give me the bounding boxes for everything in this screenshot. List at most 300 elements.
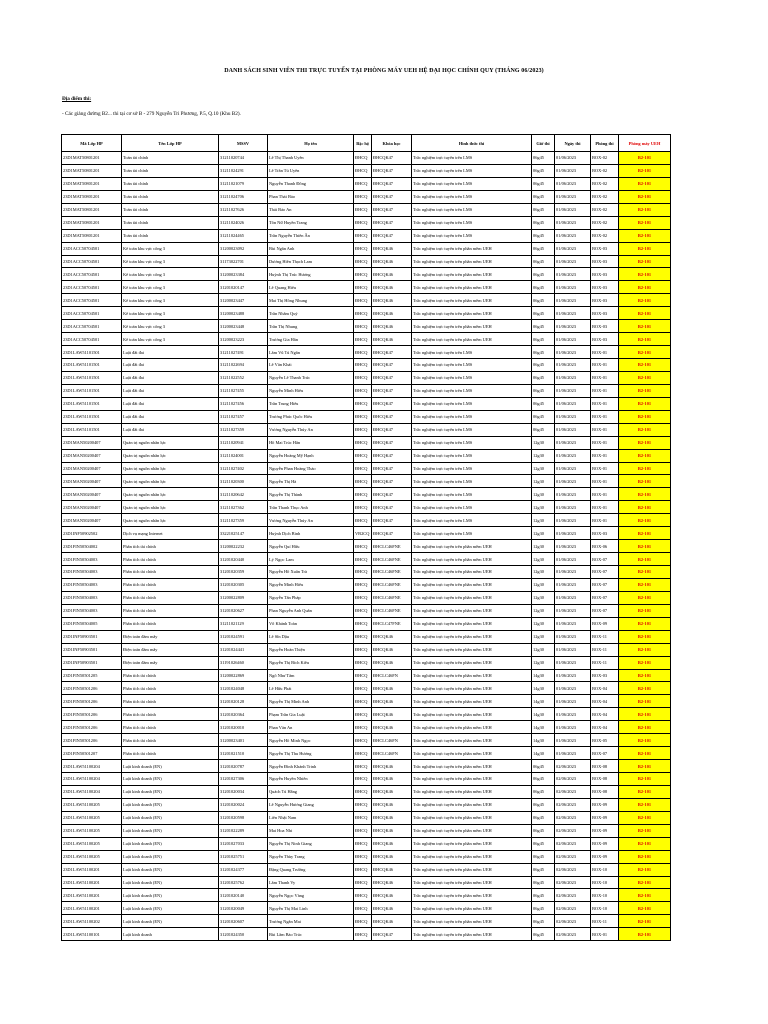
cell-student-id: 31200023488 [219, 307, 268, 320]
cell-student-id: 31211027455 [219, 384, 268, 397]
cell-cohort: ĐHCQK46 [372, 850, 412, 863]
cell-exam-date: 01/06/2023 [555, 216, 591, 229]
cell-exam-format: Trắc nghiệm trực tuyến trên LMS [412, 488, 532, 501]
cell-exam-date: 01/06/2023 [555, 307, 591, 320]
cell-exam-room: BOX-08 [591, 760, 619, 773]
cell-student-id: 31201022289 [219, 824, 268, 837]
cell-ueh-lab: B2-101 [619, 837, 671, 850]
cell-ueh-lab: B2-101 [619, 889, 671, 902]
cell-class-name: Kế toán khu vực công 3 [122, 242, 219, 255]
cell-exam-time: 12g30 [532, 436, 555, 449]
cell-exam-format: Trắc nghiệm trực tuyến trên LMS [412, 359, 532, 372]
cell-student-id: 31201020440 [219, 553, 268, 566]
cell-class-name: Phân tích tài chính [122, 540, 219, 553]
cell-exam-date: 02/06/2023 [555, 811, 591, 824]
cell-student-id: 31201025751 [219, 850, 268, 863]
cell-class-code: 23D1FIN50501206 [62, 695, 122, 708]
cell-ueh-lab: B2-101 [619, 436, 671, 449]
cell-exam-room: BOX-02 [591, 190, 619, 203]
cell-full-name: Trần Nhâm Quý [268, 307, 354, 320]
cell-class-name: Quản trị nguồn nhân lực [122, 501, 219, 514]
cell-class-code: 23D1LAW51100205 [62, 811, 122, 824]
cell-ueh-lab: B2-101 [619, 669, 671, 682]
cell-exam-time: 14g30 [532, 682, 555, 695]
cell-full-name: Nguyễn Phan Hoàng Thảo [268, 462, 354, 475]
cell-cohort: ĐHCQK46 [372, 333, 412, 346]
cell-exam-format: Trắc nghiệm trực tuyến trên phần mềm UEH [412, 695, 532, 708]
table-row [62, 656, 671, 669]
cell-student-id: 31201020787 [219, 760, 268, 773]
cell-level: ĐHCQ [354, 734, 372, 747]
cell-exam-room: BOX-01 [591, 501, 619, 514]
cell-student-id: 31201020034 [219, 785, 268, 798]
cell-exam-format: Trắc nghiệm trực tuyến trên LMS [412, 449, 532, 462]
cell-exam-date: 01/06/2023 [555, 449, 591, 462]
cell-full-name: Ngô Như Tâm [268, 669, 354, 682]
cell-class-name: Phân tích tài chính [122, 708, 219, 721]
cell-student-id: 31201020140 [219, 889, 268, 902]
cell-exam-room: BOX-02 [591, 229, 619, 242]
cell-full-name: Phan Thái Bảo [268, 190, 354, 203]
cell-full-name: Mai Thị Hồng Nhung [268, 294, 354, 307]
cell-ueh-lab: B2-101 [619, 798, 671, 811]
cell-ueh-lab: B2-101 [619, 423, 671, 436]
cell-student-id: 31201020364 [219, 708, 268, 721]
cell-class-name: Luật kinh doanh (EN) [122, 798, 219, 811]
cell-exam-format: Trắc nghiệm trực tuyến trên phần mềm UEH [412, 320, 532, 333]
cell-exam-room: BOX-01 [591, 346, 619, 359]
cell-class-name: Toán tài chính [122, 203, 219, 216]
cell-class-code: 23D1FIN50504005 [62, 617, 122, 630]
cell-class-name: Quản trị nguồn nhân lực [122, 475, 219, 488]
cell-student-id: 31211021129 [219, 617, 268, 630]
cell-cohort: ĐHCQK47 [372, 436, 412, 449]
cell-exam-format: Trắc nghiệm trực tuyến trên LMS [412, 514, 532, 527]
cell-ueh-lab: B2-101 [619, 268, 671, 281]
cell-full-name: Trần Thị Nhung [268, 320, 354, 333]
cell-exam-room: BOX-05 [591, 734, 619, 747]
cell-cohort: ĐHCQK47 [372, 216, 412, 229]
cell-exam-room: BOX-01 [591, 475, 619, 488]
cell-exam-format: Trắc nghiệm trực tuyến trên LMS [412, 152, 532, 165]
cell-ueh-lab: B2-101 [619, 462, 671, 475]
cell-student-id: 31201027033 [219, 837, 268, 850]
cell-full-name: Trương Ngân Mai [268, 915, 354, 928]
cell-class-code: 23D1LAW51101501 [62, 346, 122, 359]
cell-class-name: Dịch vụ mạng Internet [122, 527, 219, 540]
cell-level: ĐHCQ [354, 514, 372, 527]
cell-ueh-lab: B2-101 [619, 902, 671, 915]
cell-class-code: 23D1ACC50704501 [62, 307, 122, 320]
cell-full-name: Lê Quang Hiếu [268, 281, 354, 294]
cell-exam-room: BOX-11 [591, 643, 619, 656]
table-row [62, 604, 671, 617]
cell-exam-room: BOX-07 [591, 553, 619, 566]
cell-exam-room: BOX-07 [591, 604, 619, 617]
cell-class-name: Toán tài chính [122, 216, 219, 229]
cell-class-name: Luật kinh doanh (EN) [122, 760, 219, 773]
header-class-name: Tên Lớp HP [122, 135, 219, 152]
cell-student-id: 31201024441 [219, 643, 268, 656]
cell-student-id: 31201020607 [219, 915, 268, 928]
cell-ueh-lab: B2-101 [619, 514, 671, 527]
cell-cohort: ĐHCQK46 [372, 307, 412, 320]
cell-exam-format: Trắc nghiệm trực tuyến trên LMS [412, 423, 532, 436]
cell-level: ĐHCQ [354, 863, 372, 876]
cell-exam-time: 12g30 [532, 462, 555, 475]
cell-exam-date: 01/06/2023 [555, 630, 591, 643]
cell-exam-time: 12g30 [532, 630, 555, 643]
cell-exam-time: 12g30 [532, 475, 555, 488]
cell-student-id: 31201020010 [219, 721, 268, 734]
cell-exam-date: 01/06/2023 [555, 669, 591, 682]
cell-full-name: Nguyễn Đình Khánh Trinh [268, 760, 354, 773]
cell-exam-time: 06g45 [532, 281, 555, 294]
cell-exam-date: 01/06/2023 [555, 475, 591, 488]
cell-exam-date: 01/06/2023 [555, 540, 591, 553]
cell-exam-room: BOX-07 [591, 747, 619, 760]
cell-exam-room: BOX-01 [591, 410, 619, 423]
cell-cohort: ĐHCQK47 [372, 928, 412, 941]
cell-full-name: Nguyễn Thị Minh Anh [268, 695, 354, 708]
cell-exam-date: 01/06/2023 [555, 643, 591, 656]
table-row [62, 152, 671, 165]
cell-ueh-lab: B2-101 [619, 553, 671, 566]
cell-student-id: 31211020300 [219, 475, 268, 488]
cell-class-code: 23D1LAW51100204 [62, 785, 122, 798]
cell-cohort: ĐHCQK46 [372, 721, 412, 734]
header-cohort: Khóa học [372, 135, 412, 152]
cell-exam-time: 12g30 [532, 591, 555, 604]
cell-exam-format: Trắc nghiệm trực tuyến trên phần mềm UEH [412, 643, 532, 656]
cell-class-name: Luật kinh doanh (EN) [122, 773, 219, 786]
cell-class-name: Luật kinh doanh [122, 928, 219, 941]
cell-exam-time: 12g30 [532, 553, 555, 566]
cell-full-name: Tôn Nữ Huyền Trang [268, 216, 354, 229]
cell-exam-time: 06g45 [532, 255, 555, 268]
cell-student-id: 31201020359 [219, 566, 268, 579]
cell-exam-time: 06g45 [532, 863, 555, 876]
cell-class-name: Kế toán khu vực công 3 [122, 294, 219, 307]
table-row [62, 371, 671, 384]
cell-level: ĐHCQ [354, 333, 372, 346]
table-row [62, 177, 671, 190]
cell-level: ĐHCQ [354, 773, 372, 786]
table-row [62, 708, 671, 721]
table-row [62, 255, 671, 268]
cell-cohort: ĐHCLC46FN [372, 669, 412, 682]
cell-student-id: 31211024026 [219, 216, 268, 229]
cell-class-name: Kế toán khu vực công 3 [122, 255, 219, 268]
cell-full-name: Nguyễn Thanh Đông [268, 177, 354, 190]
cell-class-code: 23D1FIN50504003 [62, 553, 122, 566]
cell-exam-room: BOX-04 [591, 708, 619, 721]
cell-exam-format: Trắc nghiệm trực tuyến trên phần mềm UEH [412, 591, 532, 604]
cell-student-id: 31201020024 [219, 798, 268, 811]
table-row [62, 488, 671, 501]
cell-full-name: Nguyễn Hoàn Thiện [268, 643, 354, 656]
cell-exam-room: BOX-01 [591, 449, 619, 462]
cell-class-name: Luật kinh doanh (EN) [122, 824, 219, 837]
cell-exam-format: Trắc nghiệm trực tuyến trên phần mềm UEH [412, 669, 532, 682]
cell-exam-time: 14g30 [532, 669, 555, 682]
cell-ueh-lab: B2-101 [619, 294, 671, 307]
cell-exam-date: 01/06/2023 [555, 294, 591, 307]
cell-cohort: ĐHCQK47 [372, 475, 412, 488]
cell-level: ĐHCQ [354, 475, 372, 488]
cell-exam-time: 06g45 [532, 785, 555, 798]
cell-full-name: Huỳnh Thị Trúc Hương [268, 268, 354, 281]
cell-class-name: Luật đất đai [122, 397, 219, 410]
cell-exam-time: 06g45 [532, 384, 555, 397]
cell-exam-format: Trắc nghiệm trực tuyến trên phần mềm UEH [412, 630, 532, 643]
cell-level: ĐHCQ [354, 320, 372, 333]
cell-exam-room: BOX-10 [591, 863, 619, 876]
cell-student-id: 31201024377 [219, 863, 268, 876]
cell-ueh-lab: B2-101 [619, 203, 671, 216]
cell-cohort: ĐHCLC46FN [372, 734, 412, 747]
cell-ueh-lab: B2-101 [619, 177, 671, 190]
cell-exam-room: BOX-11 [591, 915, 619, 928]
cell-full-name: Nguyễn Thị Ninh Giang [268, 837, 354, 850]
cell-class-name: Phân tích tài chính [122, 566, 219, 579]
cell-exam-format: Trắc nghiệm trực tuyến trên LMS [412, 164, 532, 177]
cell-exam-format: Trắc nghiệm trực tuyến trên phần mềm UEH [412, 773, 532, 786]
cell-exam-date: 01/06/2023 [555, 410, 591, 423]
cell-class-name: Luật kinh doanh (EN) [122, 915, 219, 928]
cell-ueh-lab: B2-101 [619, 371, 671, 384]
cell-cohort: ĐHCQK47 [372, 371, 412, 384]
table-row [62, 798, 671, 811]
cell-class-name: Phân tích tài chính [122, 669, 219, 682]
cell-exam-room: BOX-09 [591, 617, 619, 630]
cell-exam-date: 01/06/2023 [555, 617, 591, 630]
cell-exam-date: 01/06/2023 [555, 462, 591, 475]
cell-exam-date: 02/06/2023 [555, 837, 591, 850]
cell-level: ĐHCQ [354, 281, 372, 294]
cell-full-name: Nguyễn Minh Hiếu [268, 384, 354, 397]
cell-exam-time: 06g45 [532, 294, 555, 307]
cell-ueh-lab: B2-101 [619, 566, 671, 579]
cell-full-name: Lê Thị Thanh Uyên [268, 152, 354, 165]
cell-exam-room: BOX-01 [591, 488, 619, 501]
cell-exam-room: BOX-09 [591, 824, 619, 837]
table-row [62, 566, 671, 579]
cell-exam-time: 06g45 [532, 359, 555, 372]
cell-class-name: Kế toán khu vực công 3 [122, 281, 219, 294]
table-row [62, 591, 671, 604]
cell-full-name: Nguyễn Thị Thu Hương [268, 747, 354, 760]
cell-exam-time: 12g30 [532, 566, 555, 579]
cell-class-code: 23D1MAN50200407 [62, 501, 122, 514]
cell-class-code: 23D1LAW51100202 [62, 915, 122, 928]
cell-cohort: ĐHCQK47 [372, 164, 412, 177]
cell-class-code: 23D1MAN50200407 [62, 462, 122, 475]
cell-level: ĐHCQ [354, 578, 372, 591]
cell-cohort: ĐHCQK46 [372, 798, 412, 811]
cell-exam-format: Trắc nghiệm trực tuyến trên LMS [412, 462, 532, 475]
cell-exam-date: 01/06/2023 [555, 384, 591, 397]
cell-exam-date: 02/06/2023 [555, 915, 591, 928]
cell-ueh-lab: B2-101 [619, 242, 671, 255]
cell-class-code: 23D1FIN50504002 [62, 540, 122, 553]
cell-exam-date: 02/06/2023 [555, 863, 591, 876]
cell-exam-time: 12g30 [532, 501, 555, 514]
cell-level: ĐHCQ [354, 203, 372, 216]
cell-class-name: Luật kinh doanh (EN) [122, 785, 219, 798]
cell-exam-format: Trắc nghiệm trực tuyến trên phần mềm UEH [412, 850, 532, 863]
cell-full-name: Nguyễn Hoàng Mỹ Hạnh [268, 449, 354, 462]
cell-class-code: 23D1FIN50501205 [62, 669, 122, 682]
cell-exam-format: Trắc nghiệm trực tuyến trên phần mềm UEH [412, 863, 532, 876]
cell-exam-format: Trắc nghiệm trực tuyến trên phần mềm UEH [412, 307, 532, 320]
cell-exam-date: 01/06/2023 [555, 281, 591, 294]
cell-exam-time: 12g30 [532, 514, 555, 527]
cell-exam-format: Trắc nghiệm trực tuyến trên phần mềm UEH [412, 682, 532, 695]
table-row [62, 902, 671, 915]
cell-exam-room: BOX-01 [591, 462, 619, 475]
cell-exam-date: 01/06/2023 [555, 346, 591, 359]
cell-ueh-lab: B2-101 [619, 682, 671, 695]
cell-exam-date: 01/06/2023 [555, 734, 591, 747]
cell-level: ĐHCQ [354, 307, 372, 320]
table-row [62, 876, 671, 889]
cell-ueh-lab: B2-101 [619, 346, 671, 359]
cell-exam-format: Trắc nghiệm trực tuyến trên phần mềm UEH [412, 747, 532, 760]
table-row [62, 229, 671, 242]
cell-cohort: ĐHCQK47 [372, 423, 412, 436]
cell-exam-room: BOX-07 [591, 566, 619, 579]
cell-full-name: Nguyễn Ngọc Vàng [268, 889, 354, 902]
cell-class-code: 23D1MAN50200407 [62, 514, 122, 527]
cell-exam-room: BOX-04 [591, 695, 619, 708]
cell-cohort: ĐHCQK46 [372, 682, 412, 695]
cell-student-id: 31211020941 [219, 436, 268, 449]
cell-student-id: 31200022232 [219, 540, 268, 553]
cell-cohort: ĐHCQK46 [372, 915, 412, 928]
cell-full-name: Lâm Thanh Vy [268, 876, 354, 889]
cell-exam-time: 06g45 [532, 346, 555, 359]
cell-ueh-lab: B2-101 [619, 747, 671, 760]
cell-exam-date: 01/06/2023 [555, 527, 591, 540]
cell-full-name: Liên Nhật Nam [268, 811, 354, 824]
cell-class-name: Luật đất đai [122, 371, 219, 384]
cell-exam-time: 06g45 [532, 811, 555, 824]
cell-exam-date: 01/06/2023 [555, 682, 591, 695]
cell-level: ĐHCQ [354, 617, 372, 630]
cell-exam-format: Trắc nghiệm trực tuyến trên LMS [412, 384, 532, 397]
cell-class-code: 23D1LAW51101501 [62, 397, 122, 410]
cell-exam-format: Trắc nghiệm trực tuyến trên phần mềm UEH [412, 540, 532, 553]
cell-cohort: ĐHCQK46 [372, 876, 412, 889]
cell-class-name: Điện toán đám mây [122, 643, 219, 656]
cell-level: ĐHCQ [354, 837, 372, 850]
cell-exam-time: 06g45 [532, 928, 555, 941]
cell-cohort: ĐHCQK47 [372, 152, 412, 165]
cell-class-code: 23D1LAW51101501 [62, 384, 122, 397]
cell-class-code: 23D1LAW51100201 [62, 876, 122, 889]
cell-exam-date: 01/06/2023 [555, 229, 591, 242]
cell-exam-time: 06g45 [532, 268, 555, 281]
cell-exam-time: 06g45 [532, 333, 555, 346]
cell-student-id: 31211027402 [219, 462, 268, 475]
cell-exam-room: BOX-03 [591, 268, 619, 281]
cell-student-id: 31201027306 [219, 773, 268, 786]
cell-exam-format: Trắc nghiệm trực tuyến trên LMS [412, 229, 532, 242]
table-row [62, 785, 671, 798]
cell-class-code: 23D1INF50903501 [62, 656, 122, 669]
cell-student-id: 31200023223 [219, 333, 268, 346]
cell-full-name: Quách Tú Hằng [268, 785, 354, 798]
cell-level: ĐHCQ [354, 591, 372, 604]
table-row [62, 695, 671, 708]
cell-full-name: Phạm Trần Gia Luật [268, 708, 354, 721]
cell-student-id: 31201020598 [219, 811, 268, 824]
cell-exam-time: 12g30 [532, 604, 555, 617]
cell-class-code: 23D1ACC50704501 [62, 281, 122, 294]
cell-class-code: 23D1FIN50501206 [62, 708, 122, 721]
cell-exam-time: 06g45 [532, 397, 555, 410]
cell-level: ĐHCQ [354, 462, 372, 475]
cell-class-code: 23D1FIN50504003 [62, 591, 122, 604]
cell-ueh-lab: B2-101 [619, 281, 671, 294]
cell-exam-format: Trắc nghiệm trực tuyến trên phần mềm UEH [412, 333, 532, 346]
cell-exam-time: 12g30 [532, 527, 555, 540]
cell-student-id: 31201020627 [219, 604, 268, 617]
cell-class-code: 23D1MAT50801201 [62, 152, 122, 165]
cell-ueh-lab: B2-101 [619, 591, 671, 604]
cell-exam-time: 06g45 [532, 203, 555, 216]
cell-level: ĐHCQ [354, 359, 372, 372]
cell-level: ĐHCQ [354, 850, 372, 863]
header-exam-time: Giờ thi [532, 135, 555, 152]
cell-full-name: Trần Trung Hiếu [268, 397, 354, 410]
cell-cohort: ĐHCLC46FNE [372, 553, 412, 566]
cell-ueh-lab: B2-101 [619, 734, 671, 747]
cell-exam-date: 02/06/2023 [555, 850, 591, 863]
cell-class-code: 23D1ACC50704501 [62, 242, 122, 255]
cell-class-name: Kế toán khu vực công 3 [122, 268, 219, 281]
cell-ueh-lab: B2-101 [619, 617, 671, 630]
cell-ueh-lab: B2-101 [619, 190, 671, 203]
cell-class-code: 23D1FIN50504003 [62, 578, 122, 591]
cell-ueh-lab: B2-101 [619, 410, 671, 423]
cell-exam-format: Trắc nghiệm trực tuyến trên phần mềm UEH [412, 902, 532, 915]
table-row [62, 514, 671, 527]
cell-ueh-lab: B2-101 [619, 488, 671, 501]
cell-exam-time: 06g45 [532, 410, 555, 423]
cell-exam-format: Trắc nghiệm trực tuyến trên LMS [412, 346, 532, 359]
cell-exam-room: BOX-03 [591, 307, 619, 320]
cell-exam-room: BOX-01 [591, 514, 619, 527]
cell-full-name: Trần Thanh Thục Anh [268, 501, 354, 514]
cell-level: ĐHCQ [354, 423, 372, 436]
cell-exam-time: 14g30 [532, 695, 555, 708]
cell-exam-date: 02/06/2023 [555, 760, 591, 773]
cell-ueh-lab: B2-101 [619, 863, 671, 876]
table-row [62, 475, 671, 488]
cell-exam-room: BOX-11 [591, 656, 619, 669]
cell-exam-time: 12g30 [532, 643, 555, 656]
cell-class-name: Luật đất đai [122, 359, 219, 372]
cell-cohort: ĐHCQK47 [372, 527, 412, 540]
cell-cohort: ĐHCLC46FNE [372, 566, 412, 579]
cell-ueh-lab: B2-101 [619, 527, 671, 540]
cell-full-name: Đặng Quang Trường [268, 863, 354, 876]
header-exam-room: Phòng thi [591, 135, 619, 152]
cell-level: ĐHCQ [354, 889, 372, 902]
cell-class-code: 23D1LAW51101501 [62, 410, 122, 423]
